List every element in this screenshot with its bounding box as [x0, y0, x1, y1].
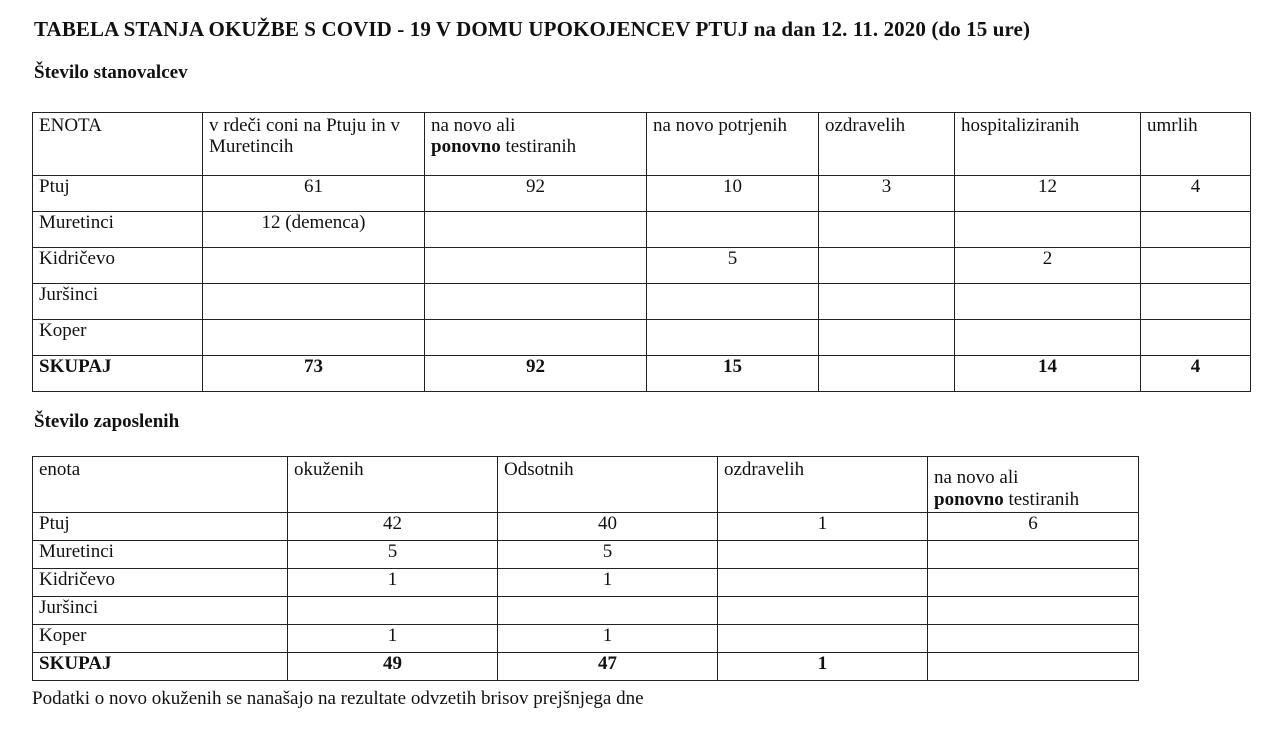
recovered-cell: [718, 597, 928, 625]
residents-subtitle: Število stanovalcev: [34, 62, 188, 83]
unit-cell: Ptuj: [33, 176, 203, 212]
header-absent: Odsotnih: [498, 457, 718, 513]
red-zone-cell: 61: [203, 176, 425, 212]
tested-cell: [928, 541, 1139, 569]
total-row: [33, 356, 1251, 392]
deceased-cell: 4: [1141, 176, 1251, 212]
header-red-zone: v rdeči coni na Ptuju in v Muretincih: [203, 113, 425, 176]
unit-cell: Muretinci: [33, 541, 288, 569]
red-zone-cell: 73: [203, 356, 425, 392]
absent-cell: 47: [498, 653, 718, 681]
hospitalized-cell: 14: [955, 356, 1141, 392]
tested-cell: [928, 597, 1139, 625]
infected-cell: 49: [288, 653, 498, 681]
recovered-cell: [819, 284, 955, 320]
hospitalized-cell: 12: [955, 176, 1141, 212]
confirmed-cell: 5: [647, 248, 819, 284]
recovered-cell: [819, 248, 955, 284]
table-row: [33, 625, 1139, 653]
confirmed-cell: 15: [647, 356, 819, 392]
recovered-cell: 3: [819, 176, 955, 212]
employees-header-row: [33, 457, 1139, 513]
absent-cell: [498, 597, 718, 625]
tested-cell: [425, 320, 647, 356]
red-zone-cell: [203, 248, 425, 284]
hospitalized-cell: [955, 320, 1141, 356]
header-confirmed: na novo potrjenih: [647, 113, 819, 176]
table-row: [33, 248, 1251, 284]
table-row: [33, 541, 1139, 569]
header-unit: ENOTA: [33, 113, 203, 176]
footnote: Podatki o novo okuženih se nanašajo na rezultate odvzetih brisov prejšnjega dne: [32, 688, 644, 709]
residents-table: [32, 112, 1251, 392]
tested-cell: 92: [425, 356, 647, 392]
header-deceased: umrlih: [1141, 113, 1251, 176]
total-row: [33, 653, 1139, 681]
infected-cell: 5: [288, 541, 498, 569]
tested-cell: [928, 569, 1139, 597]
employees-table: [32, 456, 1139, 681]
absent-cell: 40: [498, 513, 718, 541]
table-row: [33, 513, 1139, 541]
table-row: [33, 569, 1139, 597]
unit-cell: Juršinci: [33, 597, 288, 625]
unit-cell: Muretinci: [33, 212, 203, 248]
hospitalized-cell: [955, 212, 1141, 248]
header-recovered: ozdravelih: [718, 457, 928, 513]
red-zone-cell: [203, 320, 425, 356]
table-row: [33, 320, 1251, 356]
header-unit: enota: [33, 457, 288, 513]
tested-cell: [928, 625, 1139, 653]
residents-header-row: [33, 113, 1251, 176]
unit-cell: Kidričevo: [33, 569, 288, 597]
recovered-cell: 1: [718, 653, 928, 681]
tested-cell: [425, 248, 647, 284]
hospitalized-cell: 2: [955, 248, 1141, 284]
deceased-cell: [1141, 284, 1251, 320]
recovered-cell: [718, 541, 928, 569]
deceased-cell: [1141, 212, 1251, 248]
unit-cell: Juršinci: [33, 284, 203, 320]
employees-subtitle: Število zaposlenih: [34, 411, 180, 432]
recovered-cell: 1: [718, 513, 928, 541]
absent-cell: 5: [498, 541, 718, 569]
header-hospitalized: hospitaliziranih: [955, 113, 1141, 176]
tested-cell: 6: [928, 513, 1139, 541]
table-row: [33, 597, 1139, 625]
header-tested: na novo ali ponovno testiranih: [425, 113, 647, 176]
infected-cell: 42: [288, 513, 498, 541]
recovered-cell: [819, 320, 955, 356]
absent-cell: 1: [498, 569, 718, 597]
unit-cell: SKUPAJ: [33, 356, 203, 392]
table-row: [33, 212, 1251, 248]
infected-cell: 1: [288, 569, 498, 597]
header-tested: na novo ali ponovno testiranih: [928, 457, 1139, 513]
recovered-cell: [819, 212, 955, 248]
unit-cell: Kidričevo: [33, 248, 203, 284]
infected-cell: 1: [288, 625, 498, 653]
confirmed-cell: [647, 320, 819, 356]
unit-cell: SKUPAJ: [33, 653, 288, 681]
table-row: [33, 284, 1251, 320]
deceased-cell: [1141, 248, 1251, 284]
tested-cell: [928, 653, 1139, 681]
red-zone-cell: 12 (demenca): [203, 212, 425, 248]
tested-cell: 92: [425, 176, 647, 212]
recovered-cell: [819, 356, 955, 392]
tested-cell: [425, 284, 647, 320]
tested-cell: [425, 212, 647, 248]
confirmed-cell: [647, 212, 819, 248]
confirmed-cell: [647, 284, 819, 320]
recovered-cell: [718, 625, 928, 653]
red-zone-cell: [203, 284, 425, 320]
unit-cell: Koper: [33, 320, 203, 356]
header-recovered: ozdravelih: [819, 113, 955, 176]
hospitalized-cell: [955, 284, 1141, 320]
document-title: TABELA STANJA OKUŽBE S COVID - 19 V DOMU UPOKOJENCEV PTUJ na dan 12. 11. 2020 (do 15 ure): [34, 17, 1031, 41]
header-infected: okuženih: [288, 457, 498, 513]
unit-cell: Koper: [33, 625, 288, 653]
confirmed-cell: 10: [647, 176, 819, 212]
deceased-cell: 4: [1141, 356, 1251, 392]
absent-cell: 1: [498, 625, 718, 653]
unit-cell: Ptuj: [33, 513, 288, 541]
infected-cell: [288, 597, 498, 625]
recovered-cell: [718, 569, 928, 597]
table-row: [33, 176, 1251, 212]
deceased-cell: [1141, 320, 1251, 356]
